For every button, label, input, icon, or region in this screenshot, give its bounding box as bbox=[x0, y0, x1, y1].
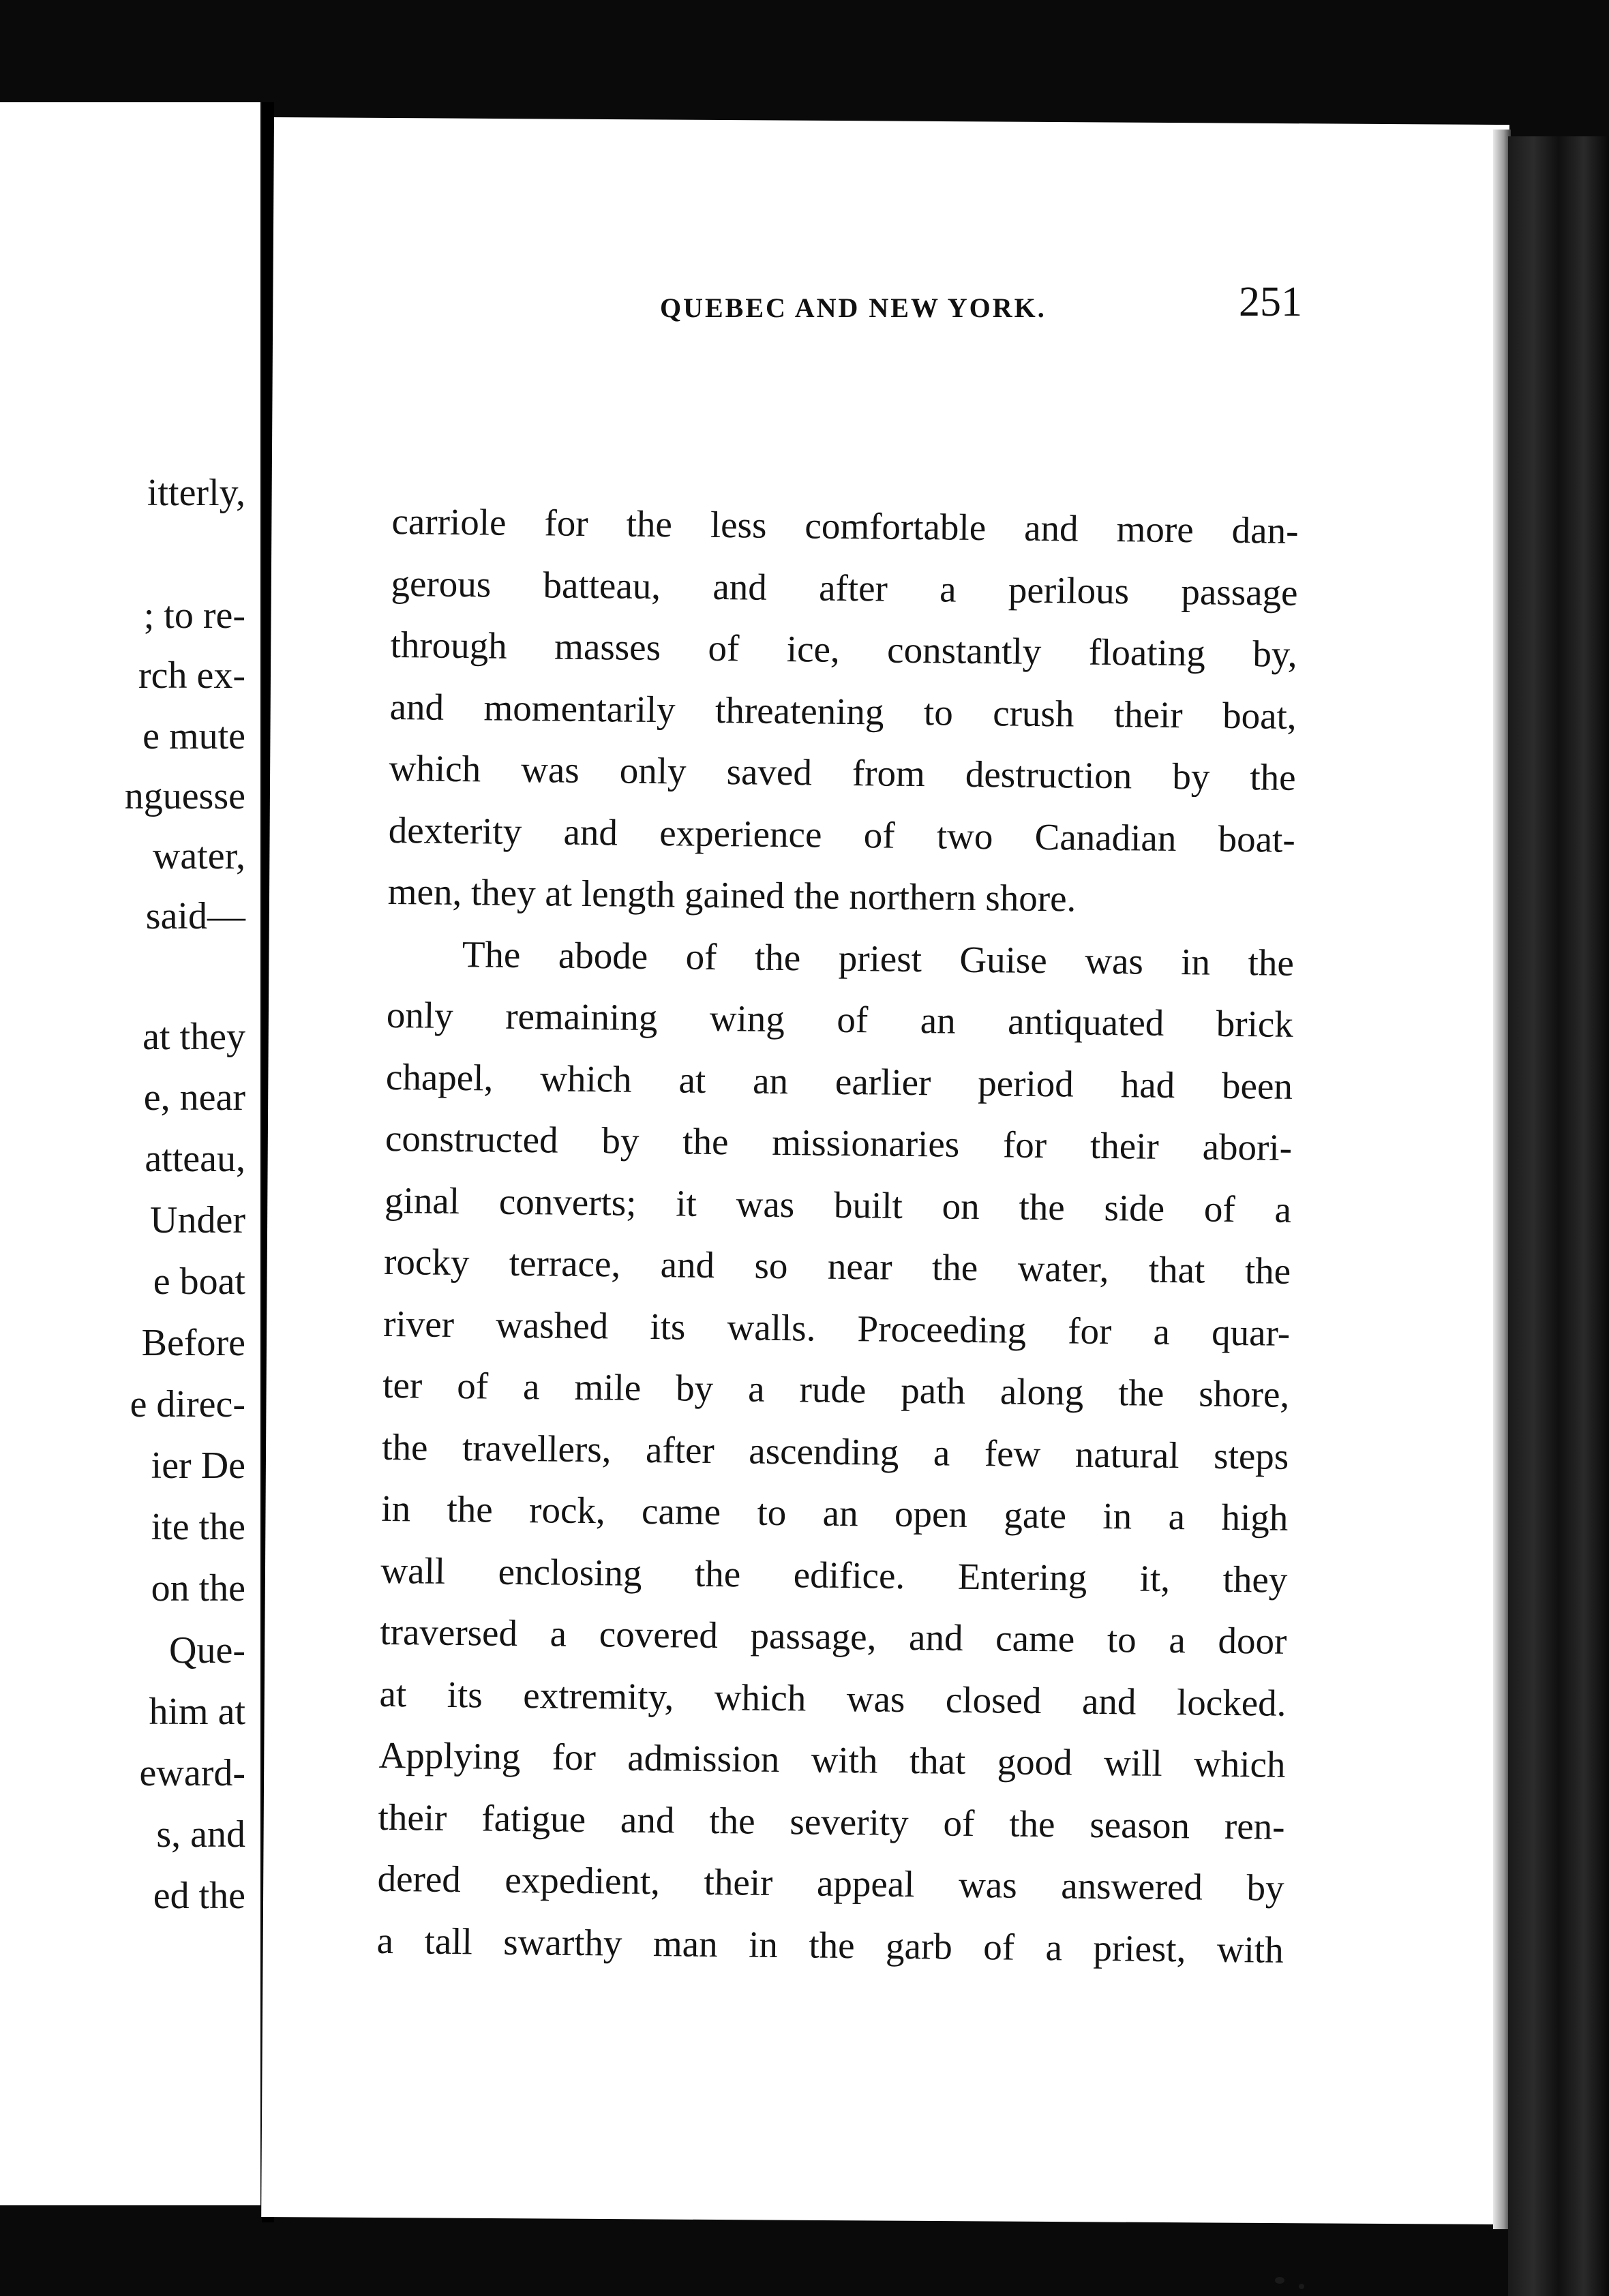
left-page-line: ; to re- bbox=[143, 594, 245, 637]
left-page-line: atteau, bbox=[145, 1138, 245, 1180]
left-page-line: eward- bbox=[139, 1752, 245, 1794]
left-page-line: rch ex- bbox=[138, 654, 245, 697]
text-line: carriole for the less comfortable and more dan- bbox=[391, 500, 1299, 552]
left-page-line: at they bbox=[142, 1016, 245, 1058]
left-page-line: water, bbox=[152, 835, 245, 877]
left-page-line: e boat bbox=[153, 1260, 245, 1303]
text-line: and momentarily threatening to crush their boat, bbox=[389, 685, 1297, 737]
text-line: only remaining wing of an antiquated brick bbox=[386, 993, 1294, 1045]
left-page-line: Que- bbox=[169, 1629, 245, 1672]
left-page-line: ed the bbox=[153, 1875, 245, 1917]
left-page-line: e direc- bbox=[130, 1383, 245, 1425]
paragraph-first-line: The abode of the priest Guise was in the bbox=[462, 933, 1295, 984]
text-line: wall enclosing the edifice. Entering it, they bbox=[380, 1549, 1288, 1601]
text-line: constructed by the missionaries for their abori- bbox=[385, 1117, 1293, 1168]
left-page-line: Under bbox=[150, 1199, 245, 1241]
left-page-line: itterly, bbox=[147, 472, 245, 514]
left-page-line: nguesse bbox=[124, 775, 245, 817]
left-page-line: e mute bbox=[142, 715, 245, 757]
text-line: gerous batteau, and after a perilous passage bbox=[391, 562, 1298, 614]
left-page-line: e, near bbox=[143, 1076, 245, 1119]
text-line: a tall swarthy man in the garb of a priest, with bbox=[376, 1919, 1284, 1971]
text-line: which was only saved from destruction by the bbox=[389, 746, 1296, 798]
text-line: river washed its walls. Proceeding for a quar- bbox=[382, 1302, 1291, 1354]
text-line: ginal converts; it was built on the side of a bbox=[384, 1179, 1292, 1230]
left-page-line: Before bbox=[141, 1322, 245, 1364]
left-page-line: on the bbox=[151, 1567, 245, 1610]
left-page-line: ite the bbox=[151, 1506, 245, 1548]
left-page-line: him at bbox=[149, 1691, 245, 1733]
text-line: rocky terrace, and so near the water, that the bbox=[383, 1240, 1291, 1292]
text-line: chapel, which at an earlier period had been bbox=[385, 1055, 1293, 1107]
running-head: QUEBEC AND NEW YORK. bbox=[660, 292, 1047, 323]
page-header bbox=[382, 273, 1309, 334]
page-body-text bbox=[376, 491, 1299, 1981]
text-line: ter of a mile by a rude path along the shore, bbox=[382, 1363, 1290, 1415]
text-line: their fatigue and the severity of the season ren- bbox=[378, 1796, 1285, 1847]
text-line: men, they at length gained the northern shore. bbox=[387, 870, 1077, 920]
text-line: dered expedient, their appeal was answered by bbox=[377, 1857, 1284, 1909]
text-line: at its extremity, which was closed and locked. bbox=[379, 1672, 1287, 1724]
text-line: through masses of ice, constantly floating by, bbox=[390, 623, 1297, 675]
text-line: in the rock, came to an open gate in a high bbox=[381, 1487, 1289, 1539]
left-facing-page bbox=[0, 102, 260, 2205]
page-number: 251 bbox=[1239, 279, 1302, 325]
scan-speck bbox=[1299, 2284, 1304, 2289]
book-spine bbox=[1508, 136, 1609, 2296]
left-page-line: said— bbox=[145, 895, 245, 937]
text-line: the travellers, after ascending a few natural steps bbox=[381, 1425, 1289, 1477]
text-line: traversed a covered passage, and came to a door bbox=[380, 1610, 1287, 1662]
left-page-line: ier De bbox=[151, 1445, 245, 1487]
left-page-line: s, and bbox=[156, 1813, 245, 1856]
text-line: Applying for admission with that good will which bbox=[378, 1734, 1286, 1785]
scan-speck bbox=[1275, 2277, 1284, 2284]
text-line: dexterity and experience of two Canadian boat- bbox=[388, 809, 1296, 860]
